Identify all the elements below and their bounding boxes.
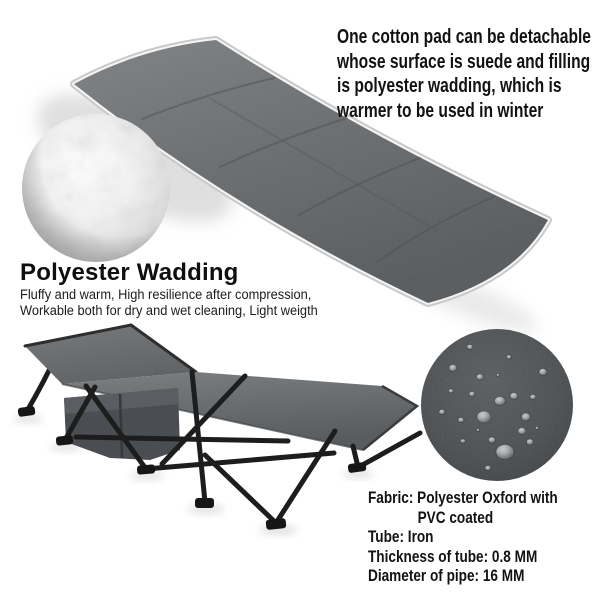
- cot-photo: [18, 325, 420, 530]
- top-note-line: is polyester wadding, which is: [337, 75, 562, 97]
- spec-line-diameter: Diameter of pipe: 16 MM: [368, 566, 525, 585]
- spec-line-tube: Tube: Iron: [368, 527, 434, 546]
- wadding-description-line: Fluffy and warm, High resilience after compression,: [20, 287, 312, 302]
- wadding-description: [20, 287, 362, 318]
- top-note-line: warmer to be used in winter: [337, 99, 544, 122]
- top-note-line: whose surface is suede and filling: [337, 50, 591, 73]
- wadding-description-line: Workable both for dry and wet cleaning, Light weigth: [20, 302, 318, 318]
- top-note: [337, 25, 600, 123]
- wadding-title: Polyester Wadding: [20, 259, 239, 286]
- top-note-line: One cotton pad can be detachable: [337, 26, 591, 48]
- specs: [368, 488, 600, 586]
- spec-line-fabric-cont: PVC coated: [417, 507, 494, 527]
- spec-line-fabric: Fabric: Polyester Oxford with: [368, 488, 558, 507]
- cot-side-pocket: [64, 388, 180, 460]
- spec-line-thickness: Thickness of tube: 0.8 MM: [368, 546, 538, 566]
- fabric-closeup-photo: [415, 323, 585, 493]
